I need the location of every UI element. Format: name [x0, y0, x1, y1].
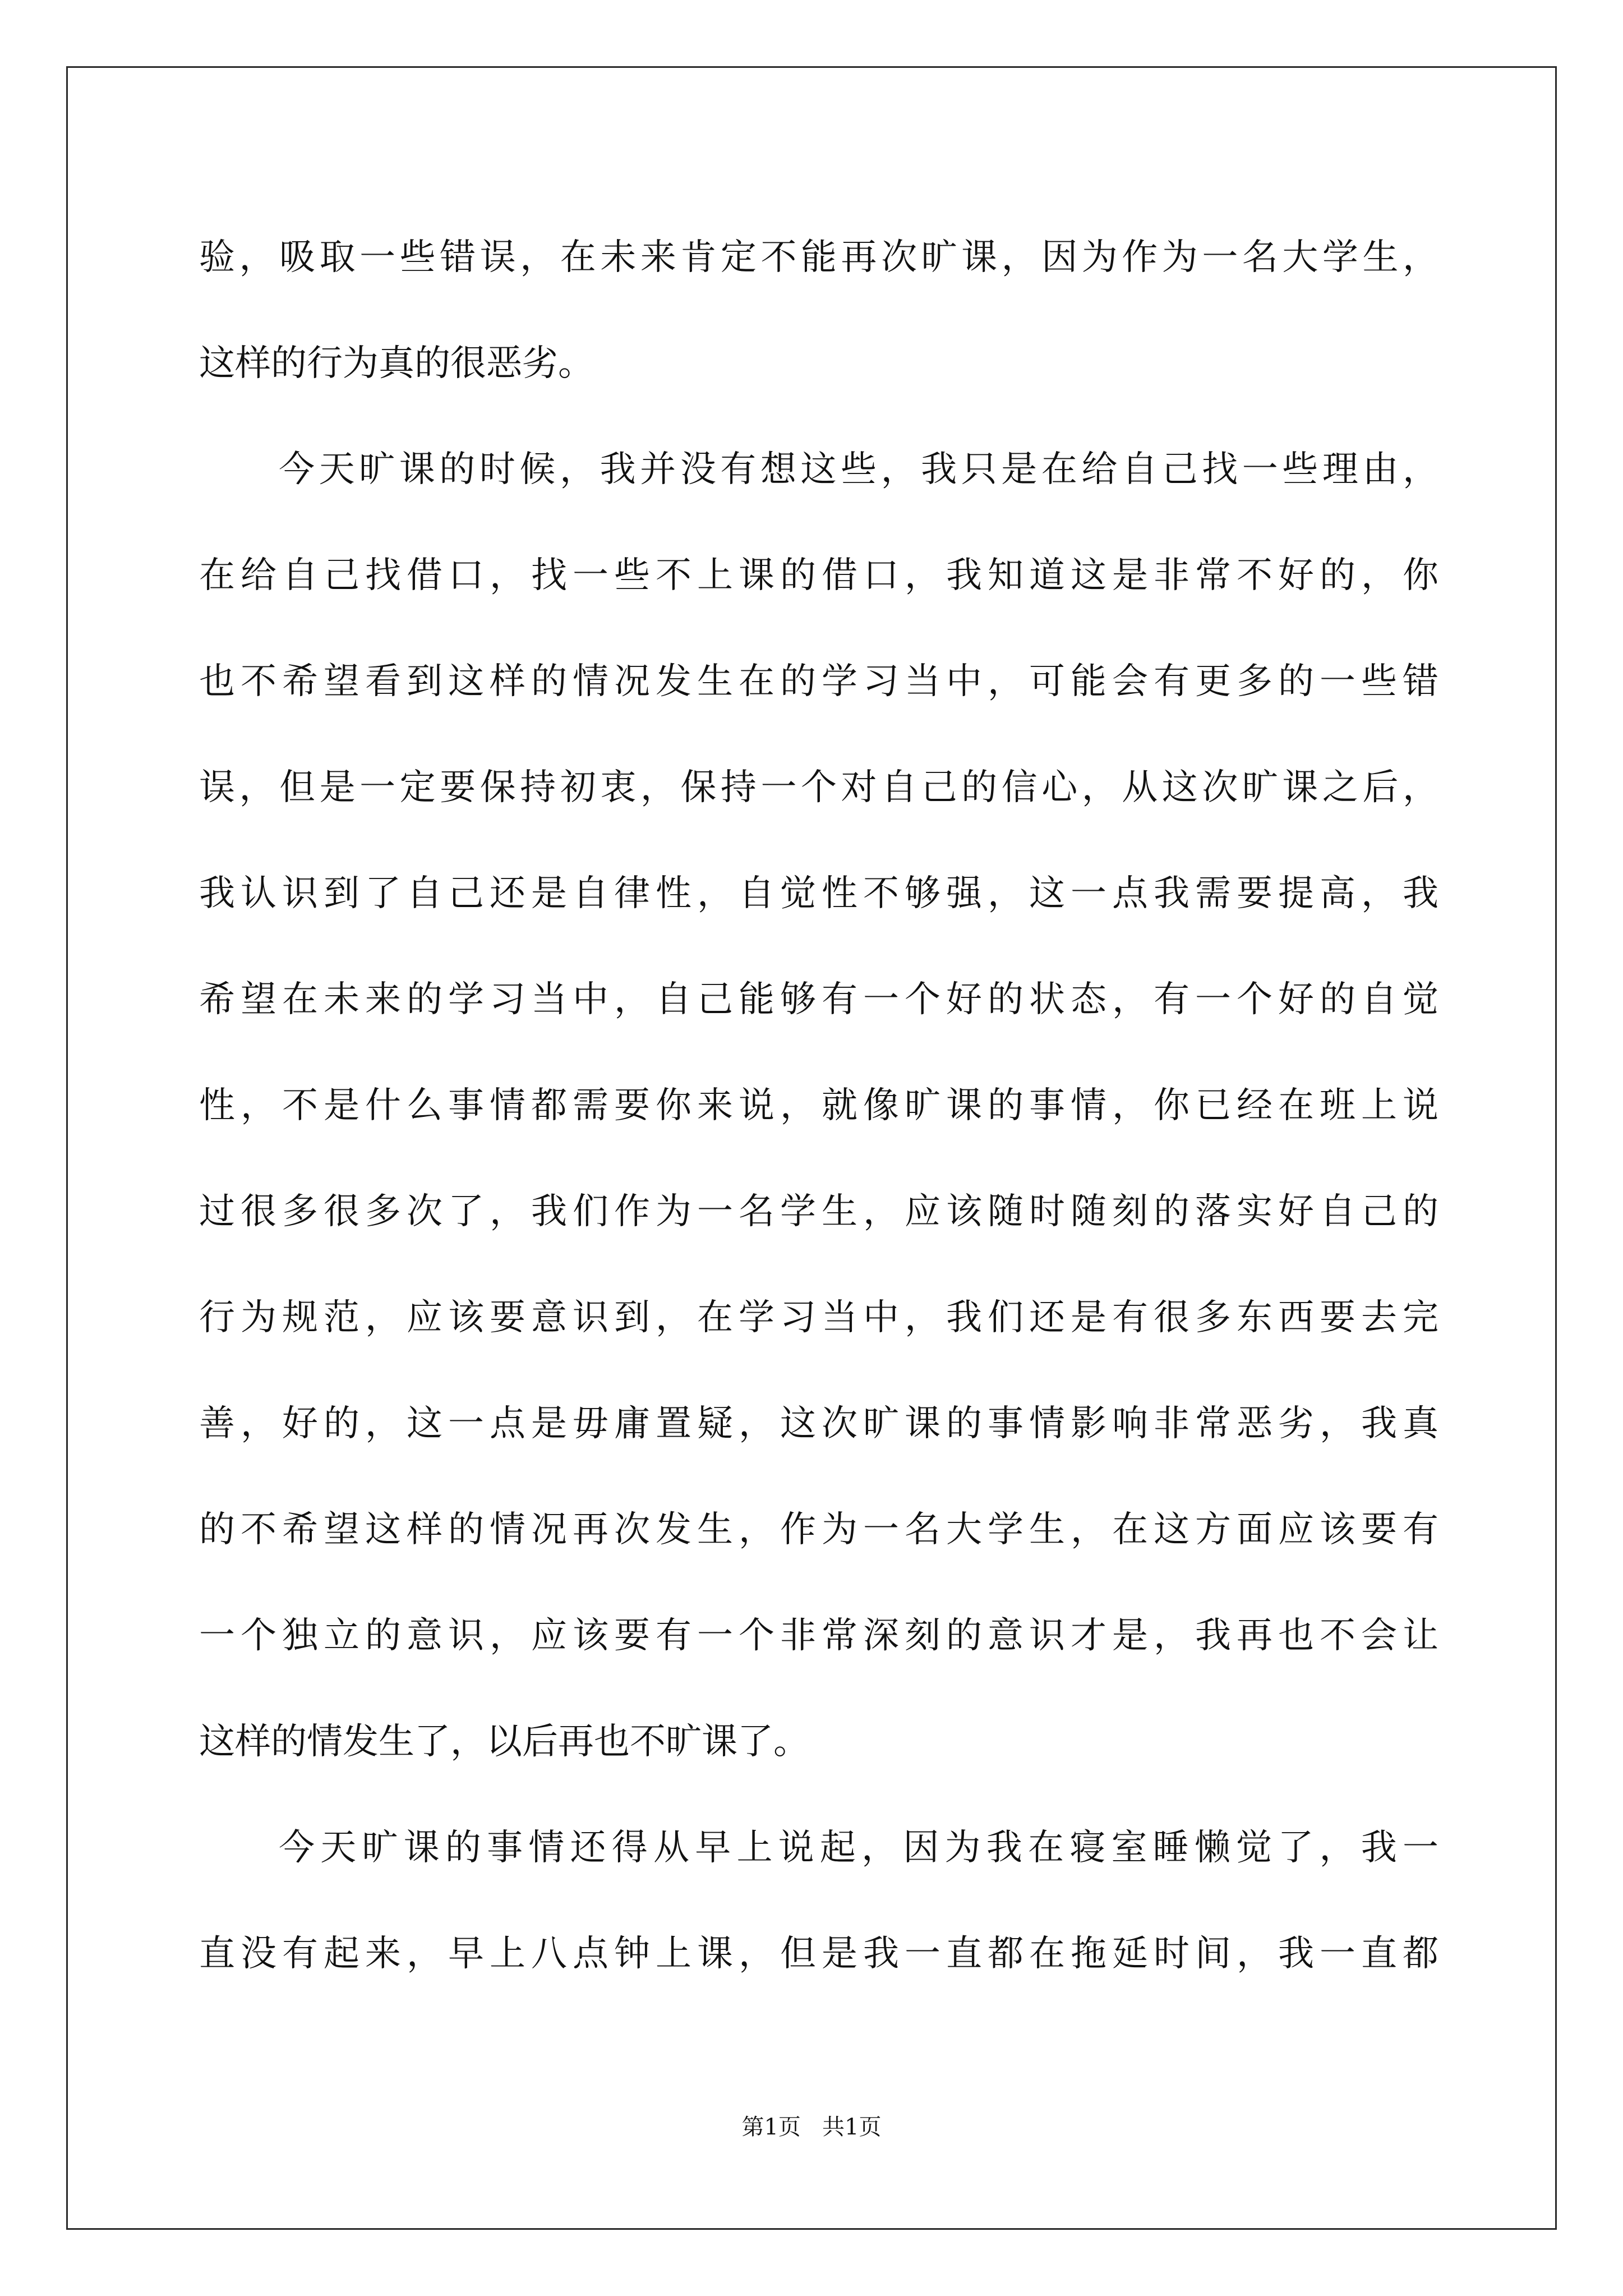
text-line: 我认识到了自己还是自律性，自觉性不够强，这一点我需要提高，我 — [199, 873, 1438, 914]
text-line: 善，好的，这一点是毋庸置疑，这次旷课的事情影响非常恶劣，我真 — [199, 1403, 1438, 1444]
text-line: 行为规范，应该要意识到，在学习当中，我们还是有很多东西要去完 — [199, 1297, 1438, 1338]
document-body — [199, 205, 1438, 2007]
text-line: 这样的行为真的很恶劣。 — [199, 343, 594, 384]
page-footer: 第1页 共1页 — [741, 2114, 882, 2140]
text-line: 希望在未来的学习当中，自己能够有一个好的状态，有一个好的自觉 — [199, 979, 1438, 1020]
text-line: 今天旷课的事情还得从早上说起，因为我在寝室睡懒觉了，我一 — [279, 1827, 1438, 1869]
text-line: 今天旷课的时候，我并没有想这些，我只是在给自己找一些理由， — [279, 449, 1438, 490]
text-line: 在给自己找借口，找一些不上课的借口，我知道这是非常不好的，你 — [199, 555, 1438, 596]
text-line: 这样的情发生了，以后再也不旷课了。 — [199, 1721, 809, 1763]
text-line: 过很多很多次了，我们作为一名学生，应该随时随刻的落实好自己的 — [199, 1191, 1438, 1232]
text-line: 验，吸取一些错误，在未来肯定不能再次旷课，因为作为一名大学生， — [199, 237, 1438, 278]
text-line: 也不希望看到这样的情况发生在的学习当中，可能会有更多的一些错 — [199, 661, 1438, 702]
text-line: 直没有起来，早上八点钟上课，但是我一直都在拖延时间，我一直都 — [199, 1933, 1438, 1975]
text-line: 性，不是什么事情都需要你来说，就像旷课的事情，你已经在班上说 — [199, 1085, 1438, 1126]
text-line: 误，但是一定要保持初衷，保持一个对自己的信心，从这次旷课之后， — [199, 767, 1438, 808]
text-line: 的不希望这样的情况再次发生，作为一名大学生，在这方面应该要有 — [199, 1509, 1438, 1550]
text-line: 一个独立的意识，应该要有一个非常深刻的意识才是，我再也不会让 — [199, 1615, 1438, 1657]
